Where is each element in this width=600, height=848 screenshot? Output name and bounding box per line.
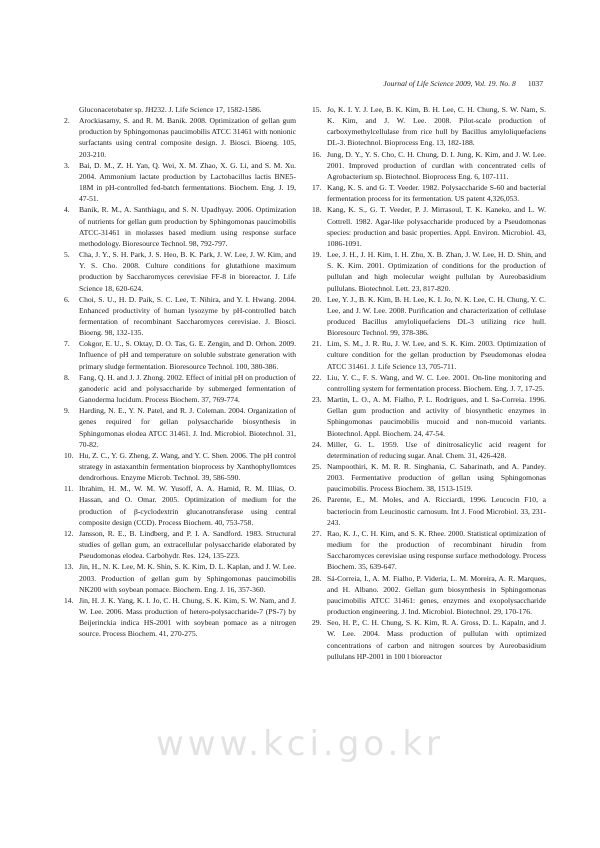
reference-item [312, 338, 546, 371]
reference-item [64, 483, 296, 528]
reference-number: 4. [64, 205, 70, 215]
reference-item [312, 182, 546, 204]
reference-text: Hu, Z. C., Y. G. Zheng, Z. Wang, and Y. C. Shen. 2006. The pH control strategy in astaxanthin fermentation bioprocess by Xanthophyllomtces dendrorhous. Enzyme Microb. Technol. 39, 586-590. [79, 450, 296, 483]
reference-column-left [64, 104, 296, 640]
reference-text: Jin, H. J. K. Yang, K. I. Jo, C. H. Chung, S. K. Kim, S. W. Nam, and J. W. Lee. 2006. Mass production of hetero-polysaccharide-7 (PS-7) by Beijerinckia indica HS-2001 with soybean pomace as a nitrogen source. Process Biochem. 41, 270-275. [79, 595, 296, 639]
reference-text: Gluconacetobater sp. JH232. J. Life Science 17, 1582-1586. [79, 105, 262, 114]
reference-item [64, 372, 296, 405]
reference-number: 12. [64, 528, 74, 538]
reference-text: Lim, S. M., J. R. Ru, J. W. Lee, and S. K. Kim. 2003. Optimization of culture condition for the gellan production by Pseudomonas elodea ATCC 31461. J. Life Science 13, 705-711. [327, 339, 546, 371]
reference-item [64, 160, 296, 205]
reference-number: 20. [312, 294, 322, 304]
reference-number: 7. [64, 339, 70, 349]
reference-number: 25. [312, 462, 322, 471]
reference-number: 13. [64, 562, 74, 572]
reference-number: 9. [64, 406, 70, 416]
reference-item [64, 450, 296, 483]
reference-number: 22. [312, 372, 322, 382]
reference-text: Kang, K. S., G. T. Veeder, P. J. Mirrasoul, T. K. Kaneko, and L. W. Cottrell. 1982. Agar-like polysaccharide produced by a Pseudomonas species: production and basic properties. Appl. Environ. Microbiol. 43, 1086-1091. [327, 205, 546, 248]
reference-number: 15. [312, 105, 322, 114]
reference-number: 27. [312, 528, 322, 538]
reference-text: Rao, K. J., C. H. Kim, and S. K. Rhee. 2000. Statistical optimization of medium for the production of recombinant hirudin from Saccharomyces cerevisiae using response surface methodology. Process Biochem. 35, 639-647. [327, 528, 546, 572]
reference-text: Seo, H. P., C. H. Chung, S. K. Kim, R. A. Gross, D. L. Kapaln, and J. W. Lee. 2004. Mass production of pullulan with optimized concentrations of carbon and nitrogen sources by Aureobasidium pullulans HP-2001 in 100 l bioreactor [327, 618, 546, 661]
page-number: 1037 [527, 79, 543, 88]
reference-number: 17. [312, 183, 322, 193]
reference-text: Jansson, R. E., B. Lindberg, and P. I. A. Sandford. 1983. Structural studies of gellan gum, an extracellular polysaccharide elaborated by Pseudomonas elodea. Carbohydr. Res. 124, 135-223. [79, 528, 296, 561]
reference-text: Arockiasamy, S. and R. M. Banik. 2008. Optimization of gellan gum production by Sphingomonas paucimobilis ATCC 31461 with nonionic surfactants using central composite design. J. Biosci. Bioeng. 105, 203-210. [79, 116, 296, 159]
reference-text: Fang, Q. H. and J. J. Zhong. 2002. Effect of initial pH on production of ganoderic acid and polysaccharide by submerged fermentation of Ganoderma lucidum. Process Biochem. 37, 769-774. [79, 372, 296, 405]
reference-number: 10. [64, 450, 74, 460]
reference-item [64, 115, 296, 160]
reference-item [64, 561, 296, 594]
reference-text: Sá-Correia, I., A. M. Fialho, P. Videria, L. M. Moreira, A. R. Marques, and H. Albano. 2002. Gellan gum biosynthesis in Sphingomonas paucimobilis ATCC 31461: genes, enzymes and exopolysaccharide production engineering. J. Ind. Microbiol. Biotechnol. 29, 170-176. [327, 573, 546, 617]
reference-text: Lee, Y. J., B. K. Kim, B. H. Lee, K. I. Jo, N. K. Lee, C. H. Chung, Y. C. Lee, and J. W. Lee. 2008. Purification and characterization of cellulase produced Bacillus amyloliquefaciens DL-3 utilizing rice hull. Bioresourc Technol. 99, 378-386. [327, 294, 546, 338]
reference-item [64, 249, 296, 294]
reference-item [64, 595, 296, 640]
reference-number: 28. [312, 573, 322, 583]
reference-number: 21. [312, 339, 322, 349]
reference-number: 2. [64, 116, 70, 126]
reference-number: 24. [312, 439, 322, 449]
reference-number: 11. [64, 484, 74, 494]
reference-number: 6. [64, 294, 70, 304]
reference-item [64, 338, 296, 371]
reference-number: 29. [312, 618, 322, 628]
reference-item [64, 294, 296, 339]
reference-item [312, 573, 546, 618]
running-header [383, 79, 543, 88]
reference-item [312, 104, 546, 149]
reference-item [312, 149, 546, 182]
reference-item [312, 439, 546, 461]
reference-item [312, 249, 546, 294]
reference-number: 5. [64, 250, 70, 260]
reference-text: Jin, H., N. K. Lee, M. K. Shin, S. K. Kim, D. L. Kaplan, and J. W. Lee. 2003. Production of gellan gum by Sphingomonas paucimobilis NK200 with soybean pomace. Biochem. Eng. J. 16, 357-360. [79, 562, 296, 594]
reference-item [312, 204, 546, 249]
reference-number: 16. [312, 149, 322, 159]
reference-text: Nampoothiri, K. M. R. R. Singhania, C. Sabarinath, and A. Pandey. 2003. Fermentative production of gellan using Sphingomonas paucimobilis. Process Biochem. 38, 1513-1519. [327, 462, 546, 494]
reference-text: Kang, K. S. and G. T. Veeder. 1982. Polysaccharide S-60 and bacterial fermentation process for its fermentation. US patent 4,326,053. [327, 183, 546, 204]
reference-number: 8. [64, 372, 70, 382]
reference-text: Choi, S. U., H. D. Paik, S. C. Lee, T. Nihira, and Y. I. Hwang. 2004. Enhanced productivity of human lysozyme by pH-controlled batch fermentation of recombinant Saccharomyces cerevisiae. J. Biosci. Bioeng. 98, 132-135. [79, 294, 296, 338]
reference-text: Jo, K. I. Y. J. Lee, B. K. Kim, B. H. Lee, C. H. Chung, S. W. Nam, S. K. Kim, and J. W. Lee. 2008. Pilot-scale production of carboxymethylcellulase from rice hull by Bacillus amyloliquefaciens DL-3. Biotechnol. Bioprocess Eng. 13, 182-188. [327, 105, 546, 148]
reference-item [312, 494, 546, 527]
reference-column-right [312, 104, 546, 662]
reference-number: 23. [312, 395, 322, 405]
watermark: www.kci.go.kr [155, 724, 444, 764]
reference-number: 19. [312, 250, 322, 260]
reference-item [312, 617, 546, 662]
reference-text: Ibrahim, H. M., W. M. W. Yusoff, A. A. Hamid, R. M. Illias, O. Hassan, and O. Omar. 2005. Optimization of medium for the production of β-cyclodextrin glucanotransferase using central composite design (CCD). Process Biochem. 40, 753-758. [79, 484, 296, 527]
reference-item [312, 372, 546, 394]
reference-text: Cokgor, E. U., S. Oktay, D. O. Tas, G. E. Zengin, and D. Orhon. 2009. Influence of pH and temperature on soluble substrate generation with primary sludge fermentation. Bioresource Technol. 100, 380-386. [79, 339, 296, 371]
reference-text: Bai, D. M., Z. H. Yan, Q. Wei, X. M. Zhao, X. G. Li, and S. M. Xu. 2004. Ammonium lactate production by Lactobacillus lactis BNE5-18M in pH-controlled fed-batch fermentations. Biochem. Eng. J. 19, 47-51. [79, 160, 296, 204]
reference-text: Banik, R. M., A. Santhiagu, and S. N. Upadhyay. 2006. Optimization of nutrients for gellan gum production by Sphingomonas paucimobilis ATCC-31461 in molasses based medium using response surface methodology. Bioresource Technol. 98, 792-797. [79, 205, 296, 248]
reference-item [64, 204, 296, 249]
reference-text: Harding, N. E., Y. N. Patel, and R. J. Coleman. 2004. Organization of genes required for gellan polysaccharide biosynthesis in Sphingomonas elodea ATCC 31461. J. Ind. Microbiol. Biotechnol. 31, 70-82. [79, 406, 296, 449]
reference-item [312, 294, 546, 339]
reference-text: Parente, E., M. Moles, and A. Ricciardi, 1996. Leucocin F10, a bacteriocin from Leucinostic carnosum. Int J. Food Microbiol. 33, 231-243. [327, 495, 546, 527]
reference-number: 3. [64, 160, 70, 170]
reference-number: 18. [312, 205, 322, 215]
reference-item [64, 528, 296, 561]
reference-item [312, 394, 546, 439]
reference-text: Jung, D. Y., Y. S. Cho, C. H. Chung, D. I. Jung, K. Kim, and J. W. Lee. 2001. Improved production of curdlan with concentrated cells of Agrobacterium sp. Biotechnol. Bioprocess Eng. 6, 107-111. [327, 149, 546, 181]
reference-number: 26. [312, 495, 322, 505]
reference-number: 14. [64, 595, 74, 605]
reference-item [64, 405, 296, 450]
reference-item [312, 461, 546, 494]
reference-text: Miller, G. L. 1959. Use of dinitrosalicylic acid reagent for determination of reducing sugar. Anal. Chem. 31, 426-428. [327, 439, 546, 460]
reference-item [64, 104, 296, 115]
reference-text: Liu, Y. C., F. S. Wang, and W. C. Lee. 2001. On-line monitoring and controlling system for fermentation process. Biochem. Eng. J. 7, 17-25. [327, 372, 546, 393]
reference-text: Martin, L. O., A. M. Fialho, P. L. Rodrigues, and I. Sa-Correia. 1996. Gellan gum production and activity of biosynthetic enzymes in Sphingomonas paucimobilis mucoid and non-mucoid variants. Biotechnol. Appl. Biochem. 24, 47-54. [327, 395, 546, 438]
journal-citation: Journal of Life Science 2009, Vol. 19. No. 8 [383, 79, 516, 88]
reference-text: Lee, J. H., J. H. Kim, I. H. Zhu, X. B. Zhan, J. W. Lee, H. D. Shin, and S. K. Kim. 2001. Optimization of conditions for the production of pullulan and high molecular weight pullulan by Aureobasidium pullulans. Biotechnol. Lett. 23, 817-820. [327, 250, 546, 293]
reference-text: Cha, J. Y., S. H. Park, J. S. Heo, B. K. Park, J. W. Lee, J. W. Kim, and Y. S. Cho. 2008. Culture conditions for glutathione maximum production by Saccharomyces cerevisiae FF-8 in bioreactor. J. Life Science 18, 620-624. [79, 250, 296, 293]
reference-item [312, 528, 546, 573]
